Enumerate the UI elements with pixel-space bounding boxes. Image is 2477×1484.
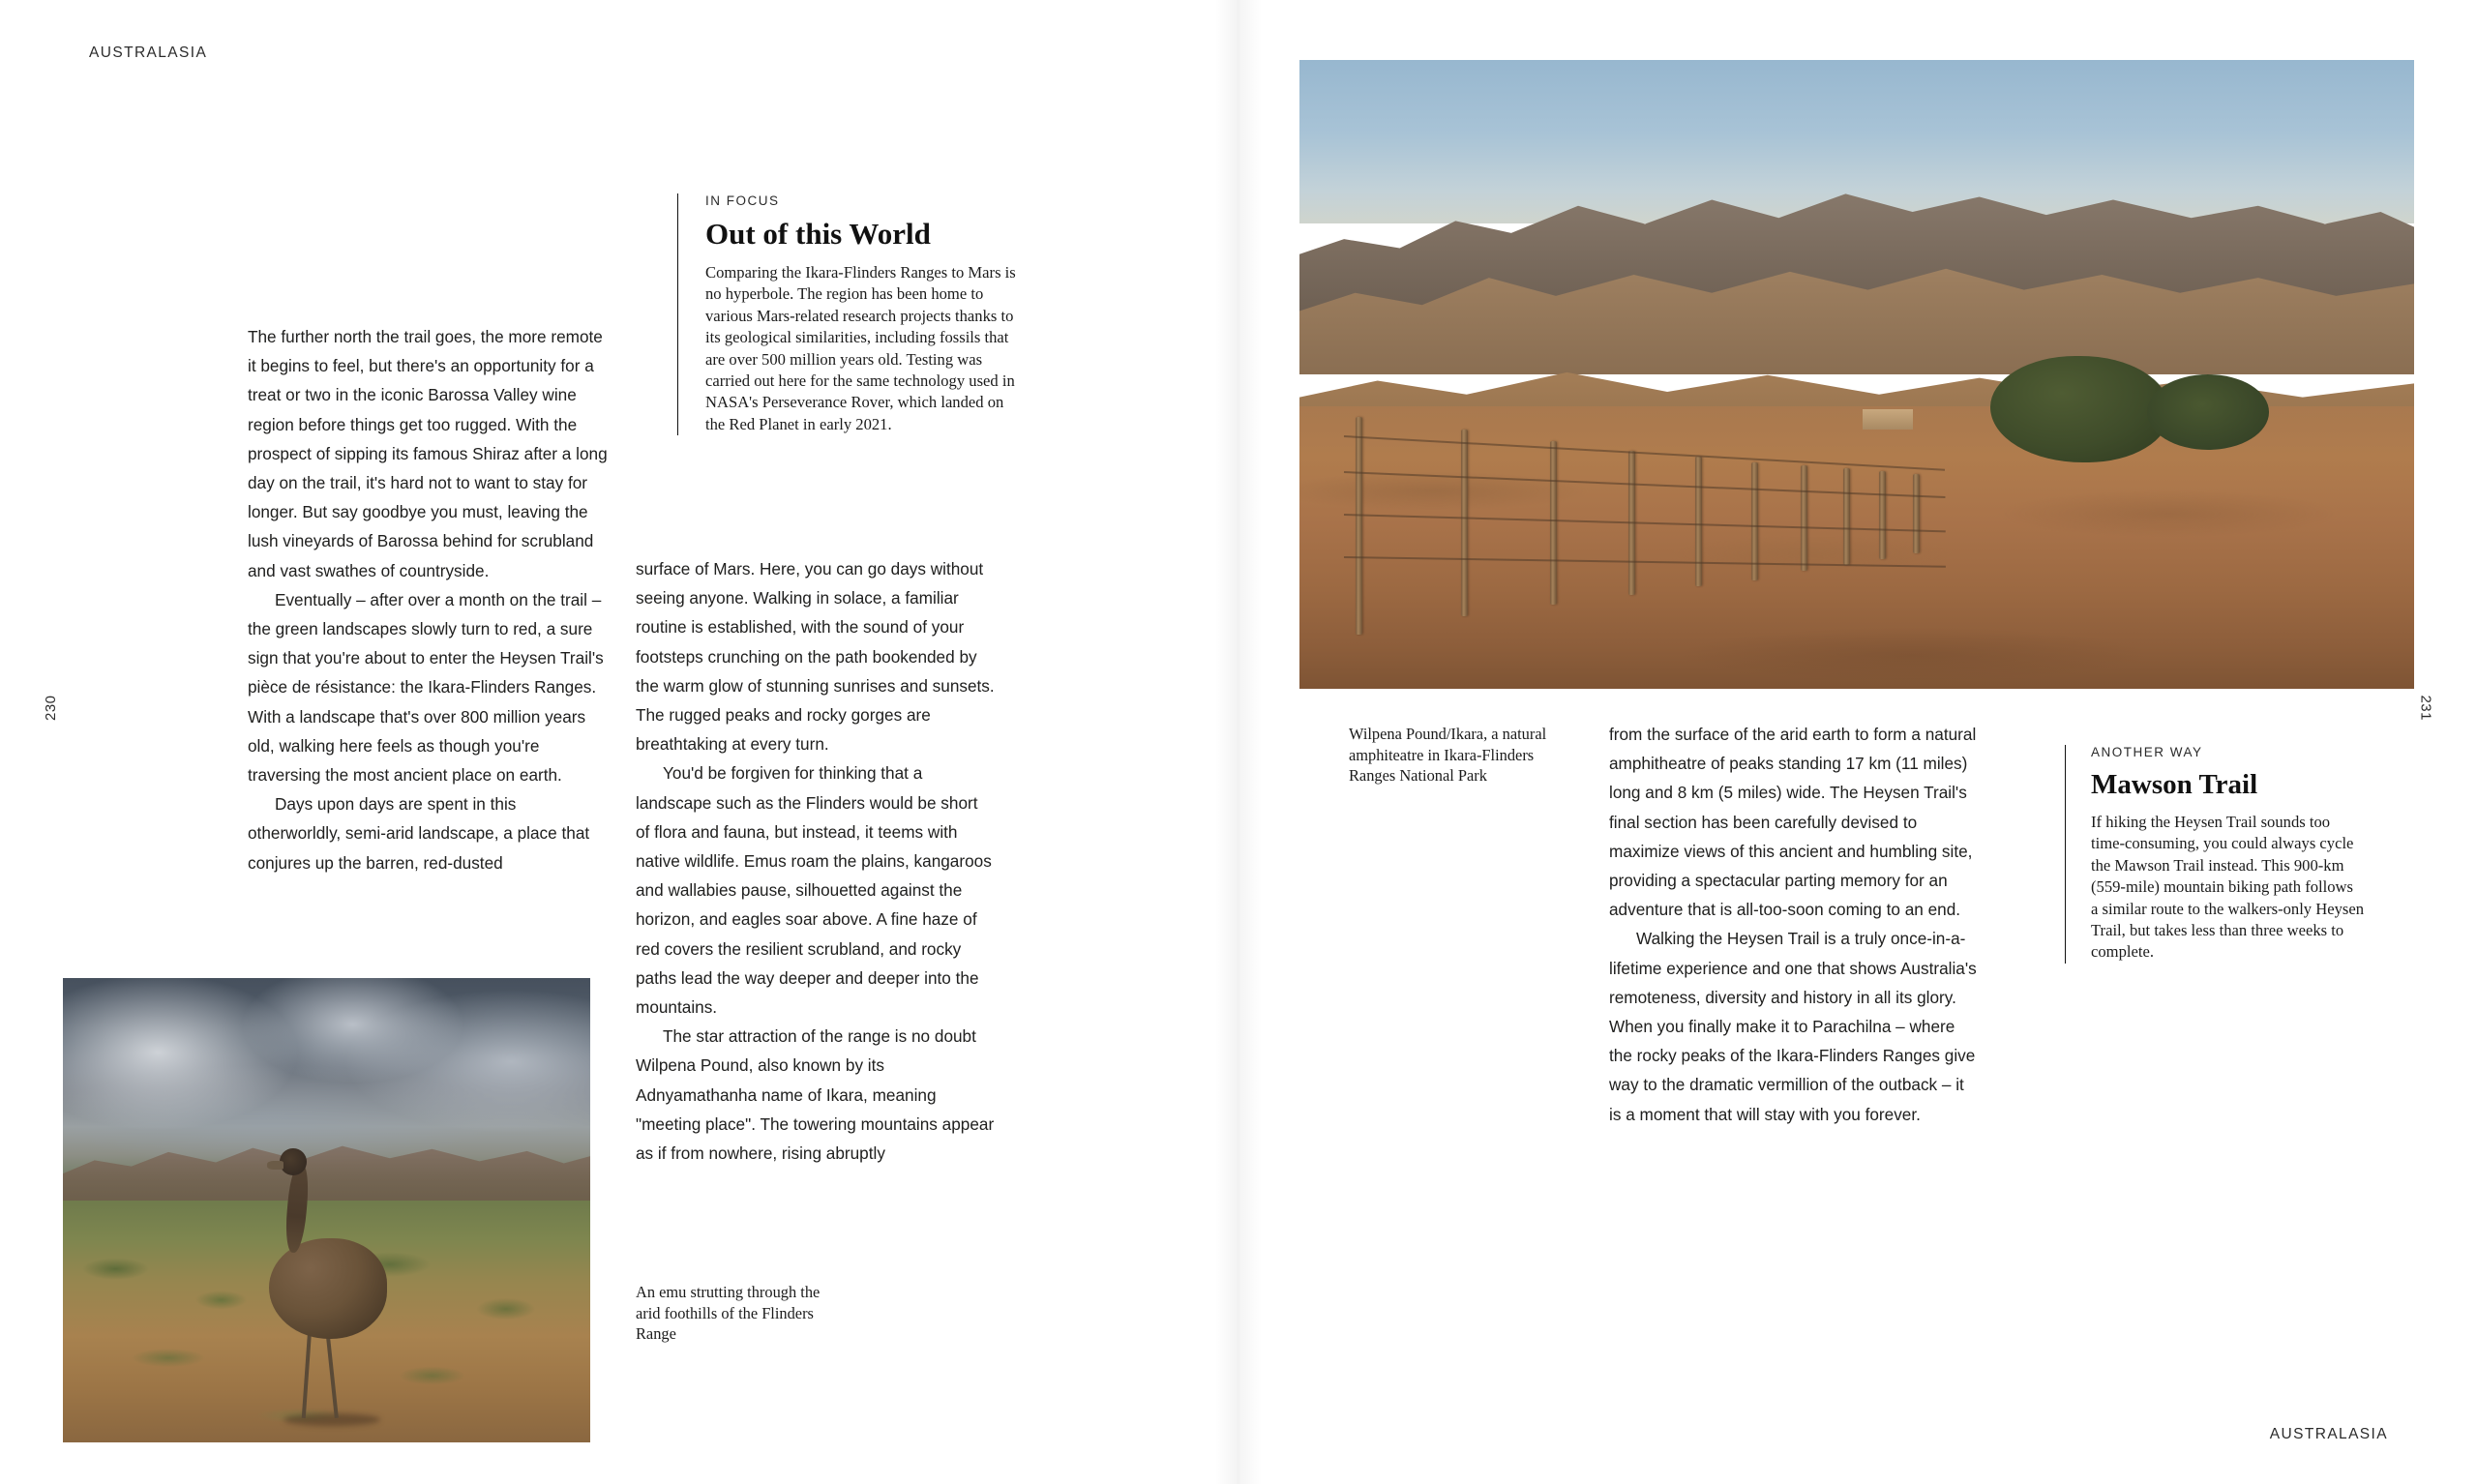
emu-photo	[63, 978, 590, 1442]
fence-post	[1356, 417, 1362, 635]
photo-clouds-layer	[63, 978, 590, 1164]
fence-wire	[1344, 556, 1946, 567]
emu-bird	[237, 1173, 416, 1424]
flinders-ranges-photo-caption: Wilpena Pound/Ikara, a natural amphiteatre in Ikara-Flinders Ranges National Park	[1349, 725, 1547, 786]
fence-wire	[1344, 435, 1945, 470]
in-focus-title: Out of this World	[705, 217, 931, 251]
paragraph: The star attraction of the range is no doubt Wilpena Pound, also known by its Adnyamathanha name of Ikara, meaning "meeting place". The towering mountains appear as if from nowhere, rising abruptly	[636, 1026, 995, 1164]
paragraph: from the surface of the arid earth to form a natural amphitheatre of peaks standing 17 km (11 miles) long and 8 km (5 miles) wide. The Heysen Trail's final section has been carefully devised to maximize views of this ancient and humbling site, providing a spectacular parting memory for an adventure that is all-too-soon coming to an end.	[1609, 725, 1977, 920]
page-number-right: 231	[2418, 695, 2434, 721]
fence-wire	[1344, 514, 1946, 532]
fence-post	[1550, 441, 1557, 604]
another-way-box	[2065, 745, 2364, 964]
running-head-right: AUSTRALASIA	[2269, 1426, 2388, 1442]
fence-post	[1695, 457, 1702, 586]
emu-beak	[267, 1161, 284, 1170]
flinders-ranges-photo	[1299, 60, 2414, 689]
in-focus-box	[677, 193, 1025, 435]
another-way-title: Mawson Trail	[2091, 769, 2258, 800]
paragraph: The further north the trail goes, the more remote it begins to feel, but there's an opportunity for a treat or two in the iconic Barossa Valley wine region before things get too rugged. With the prospect of sipping its famous Shiraz after a long day on the trail, it's hard not to want to stay for longer. But say goodbye you must, leaving the lush vineyards of Barossa behind for scrubland and vast swathes of countryside.	[248, 327, 608, 580]
in-focus-body: Comparing the Ikara-Flinders Ranges to Mars is no hyperbole. The region has been home to various Mars-related research projects thanks to its geological similarities, including fossils that are over 500 million years old. Testing was carried out here for the same technology used in NASA's Perseverance Rover, which landed on the Red Planet in early 2021.	[705, 263, 1016, 433]
fence-wire	[1344, 471, 1946, 498]
fence-post	[1801, 465, 1807, 571]
paragraph: Eventually – after over a month on the trail – the green landscapes slowly turn to red, a sure sign that you're about to enter the Heysen Trail's pièce de résistance: the Ikara-Flinders Ranges. With a landscape that's over 800 million years old, walking here feels as though you're traversing the most ancient place on earth.	[248, 589, 604, 786]
emu-photo-caption: An emu strutting through the arid foothills of the Flinders Range	[636, 1283, 821, 1344]
emu-leg	[325, 1328, 339, 1418]
paragraph: Days upon days are spent in this otherworldly, semi-arid landscape, a place that conjures up the barren, red-dusted	[248, 794, 590, 873]
fence-post	[1879, 471, 1886, 558]
paragraph: Walking the Heysen Trail is a truly once-in-a-lifetime experience and one that shows Australia's remoteness, diversity and history in all its glory. When you finally make it to Parachilna – where the rocky peaks of the Ikara-Flinders Ranges give way to the dramatic vermillion of the outback – it is a moment that will stay with you forever.	[1609, 929, 1977, 1124]
emu-leg	[302, 1328, 313, 1418]
fence-post	[1843, 468, 1850, 565]
fence-post	[1913, 474, 1920, 552]
body-column-right-1	[1609, 720, 1980, 1129]
another-way-kicker: ANOTHER WAY	[2091, 745, 2203, 759]
running-head-left: AUSTRALASIA	[89, 45, 208, 61]
body-column-left-2	[636, 554, 996, 1168]
left-page	[0, 0, 1238, 1484]
in-focus-kicker: IN FOCUS	[705, 193, 780, 208]
body-column-left-1	[248, 322, 608, 877]
page-number-left: 230	[43, 695, 59, 721]
fence-post	[1461, 430, 1468, 616]
emu-head	[280, 1148, 307, 1176]
paragraph: surface of Mars. Here, you can go days without seeing anyone. Walking in solace, a familiar routine is established, with the sound of your footsteps crunching on the path bookended by the warm glow of stunning sunrises and sunsets. The rugged peaks and rocky gorges are breathtaking at every turn.	[636, 559, 995, 755]
another-way-body: If hiking the Heysen Trail sounds too time-consuming, you could always cycle the Mawson Trail instead. This 900-km (559-mile) mountain biking path follows a similar route to the walkers-only Heysen Trail, but takes less than three weeks to complete.	[2091, 813, 2365, 962]
emu-body	[269, 1238, 387, 1339]
photo-fence	[1299, 387, 2414, 689]
paragraph: You'd be forgiven for thinking that a landscape such as the Flinders would be short of flora and fauna, but instead, it teems with native wildlife. Emus roam the plains, kangaroos and wallabies pause, silhouetted against the horizon, and eagles soar above. A fine haze of red covers the resilient scrubland, and rocky paths lead the way deeper and deeper into the mountains.	[636, 763, 992, 1018]
